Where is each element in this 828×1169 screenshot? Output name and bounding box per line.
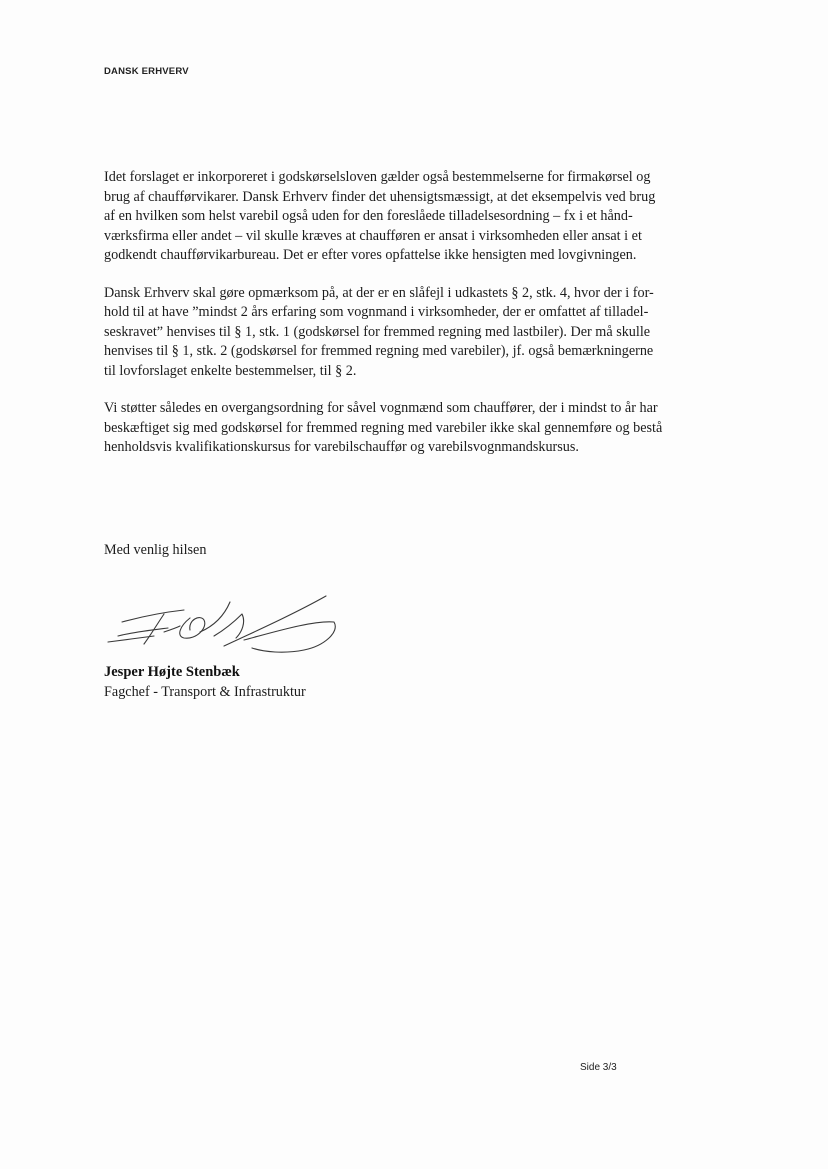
text-line: Vi støtter således en overgangsordning for såvel vognmænd som chauffører, der i mindst to år har [104, 400, 658, 416]
text-line: godkendt chaufførvikarbureau. Det er efter vores opfattelse ikke hensigten med lovgivningen. [104, 247, 637, 263]
organization-header: DANSK ERHVERV [104, 66, 189, 77]
paragraph-1 [104, 168, 714, 266]
page-number: Side 3/3 [580, 1062, 617, 1073]
text-line: af en hvilken som helst varebil også uden for den foreslåede tilladelsesordning – fx i et hånd- [104, 208, 633, 224]
text-line: seskravet” henvises til § 1, stk. 1 (godskørsel for fremmed regning med lastbiler). Der må skulle [104, 323, 651, 340]
closing-greeting: Med venlig hilsen [104, 542, 207, 558]
text-line: henholdsvis kvalifikationskursus for varebilschauffør og varebilsvognmandskursus. [104, 439, 579, 455]
text-line: til lovforslaget enkelte bestemmelser, til § 2. [104, 362, 357, 379]
signer-name: Jesper Højte Stenbæk [104, 664, 240, 680]
handwritten-signature [104, 592, 344, 658]
paragraph-spacer [104, 381, 714, 399]
text-line: brug af chaufførvikarer. Dansk Erhverv finder det uhensigtsmæssigt, at det eksempelvis ved brug [104, 188, 656, 205]
text-line: hold til at have ”mindst 2 års erfaring som vognmand i virksomheder, der er omfattet af tilladel- [104, 304, 649, 320]
text-line: værksfirma eller andet – vil skulle kræves at chaufføren er ansat i virksomheden eller ansat i et [104, 227, 642, 244]
paragraph-spacer [104, 266, 714, 284]
letter-body [104, 168, 714, 458]
paragraph-2 [104, 284, 714, 382]
text-line: henvises til § 1, stk. 2 (godskørsel for fremmed regning med varebiler), jf. også bemærkningerne [104, 343, 654, 359]
text-line: Idet forslaget er inkorporeret i godskørselsloven gælder også bestemmelserne for firmakørsel og [104, 169, 651, 185]
text-line: Dansk Erhverv skal gøre opmærksom på, at der er en slåfejl i udkastets § 2, stk. 4, hvor der i for- [104, 284, 654, 301]
text-line: beskæftiget sig med godskørsel for fremmed regning med varebiler ikke skal gennemføre og bestå [104, 419, 663, 436]
paragraph-3 [104, 399, 714, 458]
signer-title: Fagchef - Transport & Infrastruktur [104, 684, 306, 700]
